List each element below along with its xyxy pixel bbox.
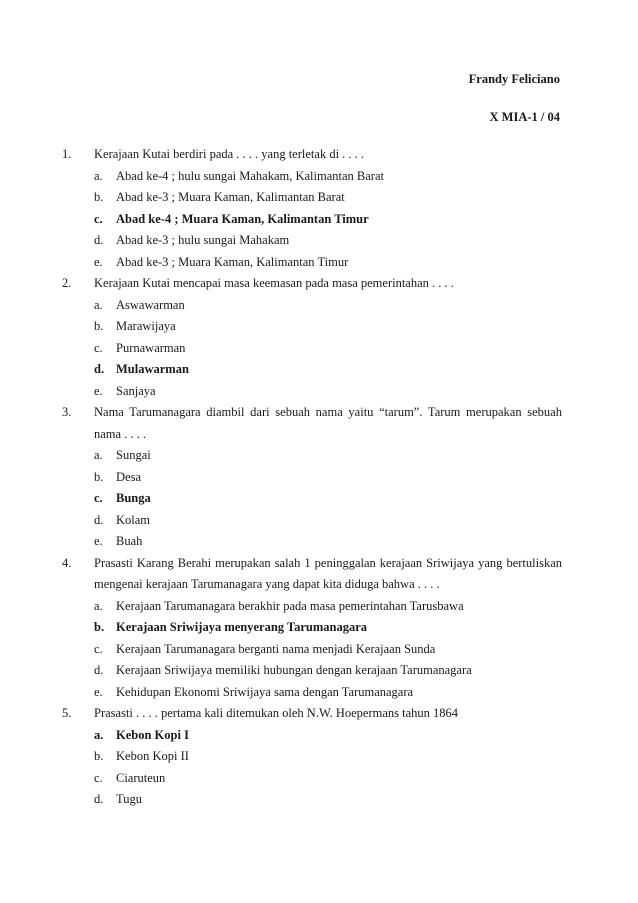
question-3: [62, 402, 562, 445]
option-letter: e.: [94, 383, 103, 398]
answer-option: [62, 295, 562, 317]
option-letter: b.: [94, 749, 104, 763]
answer-option: [62, 488, 562, 510]
answer-option: [62, 467, 562, 489]
answer-option: [62, 187, 562, 209]
answer-option: [62, 338, 562, 360]
answer-option: [62, 768, 562, 790]
option-text: Buah: [116, 534, 143, 548]
question-text: Nama Tarumanagara diambil dari sebuah nama yaitu “tarum”. Tarum merupakan sebuah nama . . . .: [94, 405, 562, 441]
option-letter: b.: [94, 620, 105, 634]
option-text: Mulawarman: [116, 362, 189, 376]
option-letter: e.: [94, 534, 103, 548]
question-2: [62, 273, 562, 295]
question-number: 2.: [62, 276, 72, 290]
question-text: Kerajaan Kutai mencapai masa keemasan pada masa pemerintahan . . . .: [94, 276, 454, 290]
answer-option: [62, 359, 562, 381]
author-name: Frandy Feliciano: [468, 72, 560, 86]
question-number: 1.: [62, 147, 72, 161]
option-text: Sungai: [116, 448, 151, 462]
answer-option: [62, 445, 562, 467]
question-4: [62, 553, 562, 596]
option-text: Abad ke-4 ; Muara Kaman, Kalimantan Timur: [116, 211, 369, 226]
answer-option: [62, 617, 562, 639]
answer-option: [62, 230, 562, 252]
answer-option: [62, 789, 562, 811]
answer-option: [62, 725, 562, 747]
option-letter: d.: [94, 792, 104, 806]
option-text: Kerajaan Sriwijaya menyerang Tarumanagara: [116, 620, 368, 634]
option-letter: a.: [94, 598, 103, 613]
option-letter: c.: [94, 770, 103, 785]
option-text: Kebon Kopi I: [116, 727, 189, 742]
option-text: Marawijaya: [116, 319, 176, 333]
option-letter: b.: [94, 469, 104, 484]
question-1: [62, 144, 562, 166]
option-text: Aswawarman: [116, 297, 185, 312]
answer-option: [62, 381, 562, 403]
option-text: Abad ke-3 ; hulu sungai Mahakam: [116, 233, 290, 247]
question-text: Prasasti . . . . pertama kali ditemukan oleh N.W. Hoepermans tahun 1864: [94, 706, 459, 720]
answer-option: [62, 510, 562, 532]
option-text: Ciaruteun: [116, 770, 166, 785]
option-letter: d.: [94, 233, 104, 247]
answer-option: [62, 660, 562, 682]
question-number: 4.: [62, 555, 72, 570]
answer-option: [62, 209, 562, 231]
option-text: Purnawarman: [116, 340, 186, 355]
option-text: Kehidupan Ekonomi Sriwijaya sama dengan Tarumanagara: [116, 684, 414, 699]
option-letter: e.: [94, 684, 103, 699]
answer-option: [62, 639, 562, 661]
answer-option: [62, 682, 562, 704]
option-letter: c.: [94, 211, 103, 226]
option-text: Kerajaan Tarumanagara berganti nama menjadi Kerajaan Sunda: [116, 641, 436, 656]
question-list: [62, 144, 562, 811]
option-text: Tugu: [116, 792, 142, 806]
option-text: Kebon Kopi II: [116, 749, 189, 763]
question-number: 5.: [62, 706, 72, 720]
option-text: Abad ke-3 ; Muara Kaman, Kalimantan Timur: [116, 254, 349, 269]
option-text: Kerajaan Sriwijaya memiliki hubungan dengan kerajaan Tarumanagara: [116, 663, 472, 677]
answer-option: [62, 316, 562, 338]
option-letter: d.: [94, 663, 104, 677]
option-text: Sanjaya: [116, 383, 156, 398]
class-label: X MIA-1 / 04: [489, 110, 560, 124]
option-text: Kerajaan Tarumanagara berakhir pada masa pemerintahan Tarusbawa: [116, 598, 464, 613]
option-letter: c.: [94, 491, 103, 505]
option-text: Bunga: [116, 491, 151, 505]
option-letter: a.: [94, 727, 104, 742]
option-letter: d.: [94, 512, 104, 527]
option-letter: b.: [94, 319, 104, 333]
option-letter: a.: [94, 297, 103, 312]
answer-option: [62, 596, 562, 618]
option-letter: e.: [94, 254, 103, 269]
option-letter: b.: [94, 190, 104, 204]
option-text: Abad ke-4 ; hulu sungai Mahakam, Kalimantan Barat: [116, 168, 384, 183]
answer-option: [62, 166, 562, 188]
question-text: Kerajaan Kutai berdiri pada . . . . yang terletak di . . . .: [94, 147, 365, 161]
question-number: 3.: [62, 405, 72, 419]
option-text: Kolam: [116, 512, 151, 527]
answer-option: [62, 531, 562, 553]
option-letter: a.: [94, 448, 103, 462]
option-letter: c.: [94, 340, 103, 355]
option-text: Abad ke-3 ; Muara Kaman, Kalimantan Barat: [116, 190, 345, 204]
option-text: Desa: [116, 469, 141, 484]
question-text: Prasasti Karang Berahi merupakan salah 1 peninggalan kerajaan Sriwijaya yang bertuliskan mengenai kerajaan Tarumanagara yang dapat kita diduga bahwa . . . .: [94, 555, 562, 591]
question-5: [62, 703, 562, 725]
answer-option: [62, 746, 562, 768]
option-letter: a.: [94, 168, 103, 183]
option-letter: c.: [94, 641, 103, 656]
answer-option: [62, 252, 562, 274]
option-letter: d.: [94, 362, 105, 376]
